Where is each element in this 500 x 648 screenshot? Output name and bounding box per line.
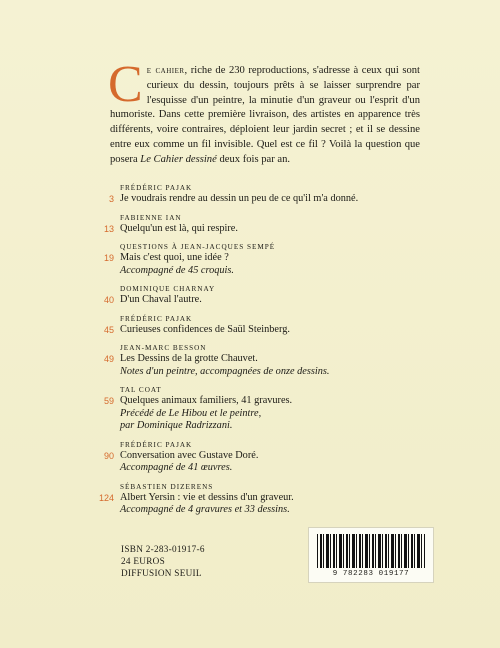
toc-lines: [120, 492, 428, 517]
toc-author: TAL COAT: [120, 386, 162, 394]
toc-line: par Dominique Radrizzani.: [120, 420, 233, 431]
toc-line: Je voudrais rendre au dessin un peu de ce qu'il m'a donné.: [120, 193, 359, 204]
toc-lines: [120, 353, 428, 378]
toc-page-number: 90: [103, 450, 114, 461]
toc-line: Précédé de Le Hibou et le peintre,: [120, 407, 262, 419]
drop-cap: C: [108, 56, 143, 113]
toc-page-number: 19: [103, 253, 114, 263]
toc-line: Accompagné de 4 gravures et 33 dessins.: [120, 504, 290, 515]
toc-entry: [88, 440, 428, 475]
toc-author: JEAN-MARC BESSON: [120, 344, 207, 352]
toc-line: Mais c'est quoi, une idée ?: [120, 252, 229, 263]
toc-entry: [88, 343, 428, 378]
toc-entry: [88, 213, 428, 236]
toc-lines: [120, 252, 428, 277]
toc-author: FRÉDÉRIC PAJAK: [120, 184, 193, 192]
toc-author: FRÉDÉRIC PAJAK: [120, 314, 193, 323]
intro-title: Le Cahier dessiné: [140, 153, 217, 165]
toc-line: Conversation avec Gustave Doré.: [120, 449, 259, 461]
price: 24 EUROS: [121, 555, 166, 566]
toc-line: Notes d'un peintre, accompagnées de onze dessins.: [120, 365, 330, 377]
toc-author: FRÉDÉRIC PAJAK: [120, 440, 193, 449]
publication-info: [121, 544, 205, 579]
toc-author: SÉBASTIEN DIZERENS: [120, 482, 214, 491]
toc-line: D'un Chaval l'autre.: [120, 294, 202, 305]
intro-text-2: deux fois par an.: [216, 153, 291, 165]
toc-entry: [88, 284, 428, 307]
intro-lead: e cahier: [146, 65, 185, 76]
toc-author: FABIENNE IAN: [120, 213, 182, 222]
toc-page-number: 59: [103, 396, 114, 406]
toc-entry: [88, 242, 428, 277]
toc-lines: [120, 450, 428, 475]
distributor: DIFFUSION SEUIL: [121, 567, 202, 578]
toc-author: DOMINIQUE CHARNAY: [120, 285, 216, 293]
toc-page-number: 40: [103, 295, 114, 305]
barcode-bars: [317, 534, 425, 568]
toc-lines: [120, 395, 428, 433]
toc-lines: [120, 223, 428, 236]
table-of-contents: [88, 183, 428, 524]
toc-page-number: 45: [103, 324, 114, 335]
toc-page-number: 13: [103, 223, 114, 234]
toc-page-number: 124: [98, 492, 114, 503]
toc-line: Curieuses confidences de Saül Steinberg.: [120, 323, 290, 335]
toc-lines: [120, 324, 428, 337]
intro-paragraph: [108, 56, 420, 168]
barcode: [308, 527, 434, 583]
intro-text-1: , riche de 230 reproductions, s'adresse à ceux qui sont curieux du dessin, toujours prêts à se laisser surprendre par l'esquisse d'un peintre, la minutie d'un graveur ou l'esprit d'un humoriste. Dans cette première livraison, des artistes en apparence très différents, voire contraires, déploient leur jardin secret ; et il se dessine entre eux comme un fil invisible. Quel est ce fil ? Voilà la question que posera: [110, 65, 420, 165]
toc-entry: [88, 314, 428, 337]
toc-lines: [120, 193, 428, 206]
toc-line: Albert Yersin : vie et dessins d'un graveur.: [120, 491, 294, 503]
toc-line: Les Dessins de la grotte Chauvet.: [120, 353, 258, 364]
isbn: ISBN 2-283-01917-6: [121, 544, 205, 554]
toc-page-number: 3: [108, 194, 114, 204]
toc-line: Accompagné de 41 œuvres.: [120, 462, 233, 473]
toc-entry: [88, 183, 428, 206]
toc-line: Quelques animaux familiers, 41 gravures.: [120, 395, 293, 406]
toc-author: QUESTIONS À JEAN-JACQUES SEMPÉ: [120, 243, 276, 251]
toc-lines: [120, 294, 428, 307]
barcode-digits: 9 782283 019177: [332, 570, 410, 578]
toc-entry: [88, 385, 428, 433]
toc-line: Quelqu'un est là, qui respire.: [120, 222, 238, 234]
toc-entry: [88, 482, 428, 517]
toc-line: Accompagné de 45 croquis.: [120, 264, 234, 276]
toc-page-number: 49: [103, 354, 114, 364]
